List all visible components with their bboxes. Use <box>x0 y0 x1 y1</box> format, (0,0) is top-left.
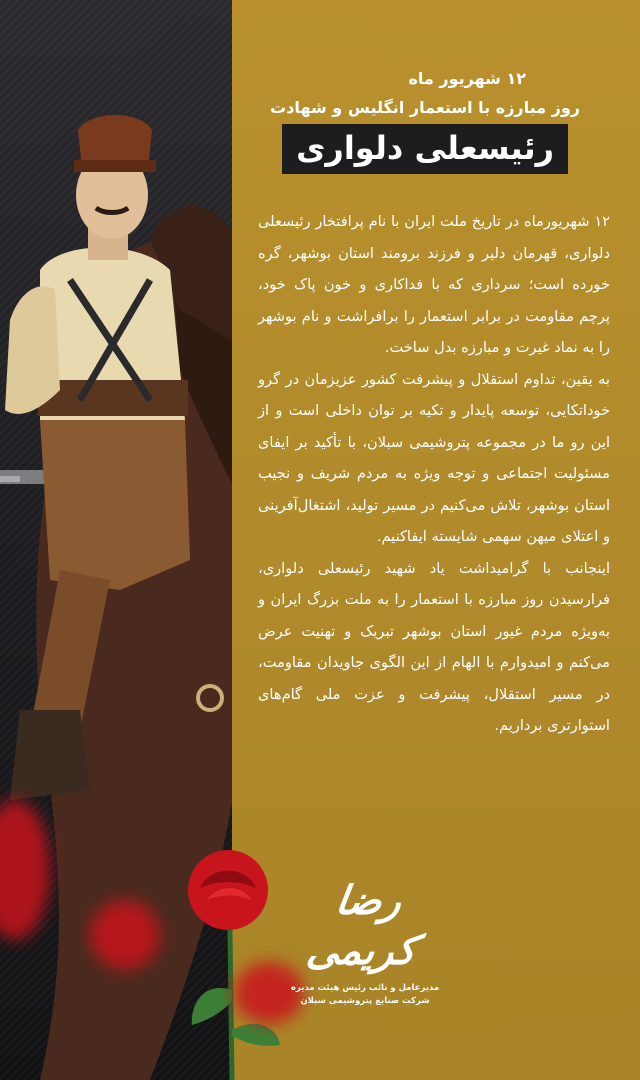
paragraph-3: اینجانب با گرامیداشت یاد شهید رئیسعلی دلواری، فرارسیدن روز مبارزه با استعمار را به ملت بزرگ ایران و به‌ویژه مردم غیور استان بوشهر تبریک و تهنیت عرض می‌کنم و امیدوارم با الهام از این الگوی جاویدان مقاومت، در مسیر استقلال، پیشرفت و عزت ملی گام‌های استوارتری برداریم. <box>258 559 610 734</box>
martyr-name-banner: رئیسعلی دلواری <box>282 124 568 174</box>
signature-block <box>290 876 440 1008</box>
signature-title-line1: مدیرعامل و نائب رئیس هیئت مدیره <box>290 983 440 993</box>
signature-title-line2: شرکت صنایع پتروشیمی سبلان <box>300 996 430 1006</box>
header <box>220 68 580 174</box>
occasion-line: روز مبارزه با استعمار انگلیس و شهادت <box>270 98 580 117</box>
paragraph-2: به یقین، تداوم استقلال و پیشرفت کشور عزیزمان در گرو خوداتکایی، توسعه پایدار و تکیه بر توان داخلی است و از این رو ما در مجموعه پتروشیمی سبلان، با تأکید بر ایفای مسئولیت اجتماعی و توجه ویژه به مردم شریف و نجیب استان بوشهر، تلاش می‌کنیم در مسیر تولید، اشتغال‌آفرینی و اعتلای میهن سهمی شایسته ایفاکنیم. <box>258 370 610 545</box>
paragraph-1: ۱۲ شهریورماه در تاریخ ملت ایران با نام پرافتخار رئیسعلی دلواری، قهرمان دلیر و فرزند برومند استان بوشهر، گره خورده است؛ سرداری که با فداکاری و خون پاک خود، پرچم مقاومت در برابر استعمار را برافراشت و نام بوشهر را به نماد غیرت و مبارزه بدل ساخت. <box>258 213 610 356</box>
signature-name: رضا کریمی <box>303 877 420 974</box>
date-line: ۱۲ شهریور ماه <box>408 69 526 88</box>
rose-icon <box>170 840 290 1080</box>
blurred-rose-center <box>90 900 160 970</box>
message-body <box>258 206 610 742</box>
